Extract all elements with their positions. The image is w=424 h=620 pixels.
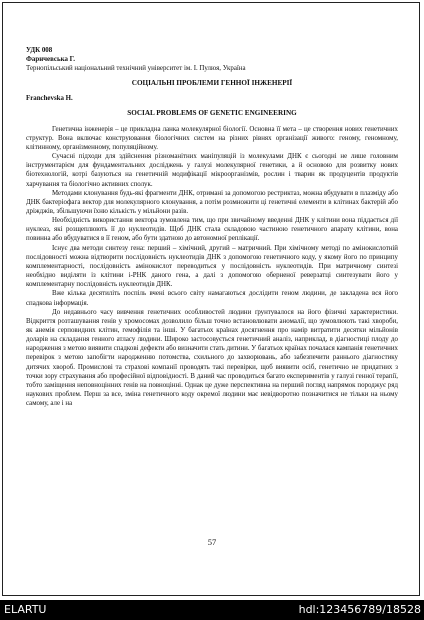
paragraph: Вже кілька десятиліть поспіль вчені всього світу намагаються дослідити геном людини, де закладена вся його спадкова інформація.: [26, 290, 398, 307]
author-ua: Фарнчевська Г.: [26, 56, 75, 64]
title-en: SOCIAL PROBLEMS OF GENETIC ENGINEERING: [127, 109, 297, 118]
article-content: [26, 46, 398, 408]
paragraph: Існує два методи синтезу гена: перший – хімічний, другий – матричний. При хімічному методі по амінокислотній послідовності можна відтворити послідовність нуклеотидів ДНК з допомогою генетичного коду, у якому його по принципу комплементарності, послідовність амінокислот переводиться у послідовність нуклеотидів. При матричному синтезі необхідно виділяти із клітини і-РНК даного гена, а далі з допомогою оберненої реверзатці синтезувати його у комплементарну послідовність нуклеотидів ДНК.: [26, 244, 398, 289]
paragraph: Сучасні підходи для здійснення різноманітних маніпуляцій із молекулами ДНК є сьогодні не лише головним інструментарієм для фундаментальних досліджень у галузі молекулярної генетики, а й основою для розвитку нових біотехнологій, котрі базуються на генетичній модифікації мікроорганізмів, рослин і тварин як продуцентів продуктів харчування та біологічно активних сполук.: [26, 153, 398, 188]
title-ua: СОЦІАЛЬНІ ПРОБЛЕМИ ГЕННОЇ ІНЖЕНЕРІЇ: [131, 79, 293, 88]
affiliation: Тернопільський національний технічний університет ім. І. Пулюя, Україна: [26, 65, 246, 73]
udc-code: УДК 008: [26, 47, 53, 54]
paragraph: Генетична інженерія – це прикладна ланка молекулярної біології. Основна її мета – це створення нових генетичних структур. Вона включає конструювання біологічних систем на різних рівнях організації живого: геному, геномному, клітинному, організменному, популяційному.: [26, 125, 398, 151]
handle-link[interactable]: hdl:123456789/18528: [298, 603, 421, 616]
page-number: 57: [207, 537, 217, 547]
repository-name: ELARTU: [4, 603, 47, 616]
repository-footer-bar: [0, 600, 424, 620]
paragraph: Методами клонування будь-які фрагменти ДНК, отримані за допомогою рестриктаз, можна вбудувати в плазміду або ДНК бактеріофага вектор для молекулярного клонування, а потім розмножити ці генетичні елементи в клітинах бактерій або дріжджів, збільшуючи їхню кількість у мільйони разів.: [26, 189, 398, 215]
author-en: Franchevska H.: [26, 95, 73, 103]
paragraph: До недавнього часу вивчення генетичних особливостей людини ґрунтувалося на його фізичні характеристики. Відкриття розташування генів у хромосомах дозволило більш точно встановлювати аномалії, що зумовлюють такі хвороби, як анемія серповидних клітин, гемофілія та інші. У багатьох країнах досягнення про намір витратити десятки мільйонів доларів на складання генного атласу людини. Широко застосовується генетичний аналіз, наприклад, в діагностиці плоду до народження з метою виявити спадкові дефекти або визначити стать дитини. У багатьох країнах почалася кампанія генетичних перевірок з метою запобігти народженню потомства, схильного до захворювань, або забезпечити раннього діагностику дитячих хвороб. Промислові та страхові компанії проводять такі перевірки, щоб виявити осіб, генетично не придатних з точки зору страхування або професійної відповідності. В даний час проводиться багато експериментів у галузі генної терапії, тобто заміщення неповноцінних генів на повноцінні. Однак це дуже перспективна на перший погляд напрямок породжує ряд наукових проблем. Перш за все, зміна генетичного коду окремої людини має невідворотно позначитися не тільки на ньому самому, але і на: [26, 308, 398, 408]
paragraph: Необхідність використання вектора зумовлена тим, що при звичайному введенні ДНК у клітини вона піддається дії нуклеаз, які розщеплюють її до нуклеотидів. Щоб ДНК стала складовою частиною генетичного апарату клітини, вона повинна або вбудуватися в її геном, або бути здатною до автономної реплікації.: [26, 217, 398, 243]
